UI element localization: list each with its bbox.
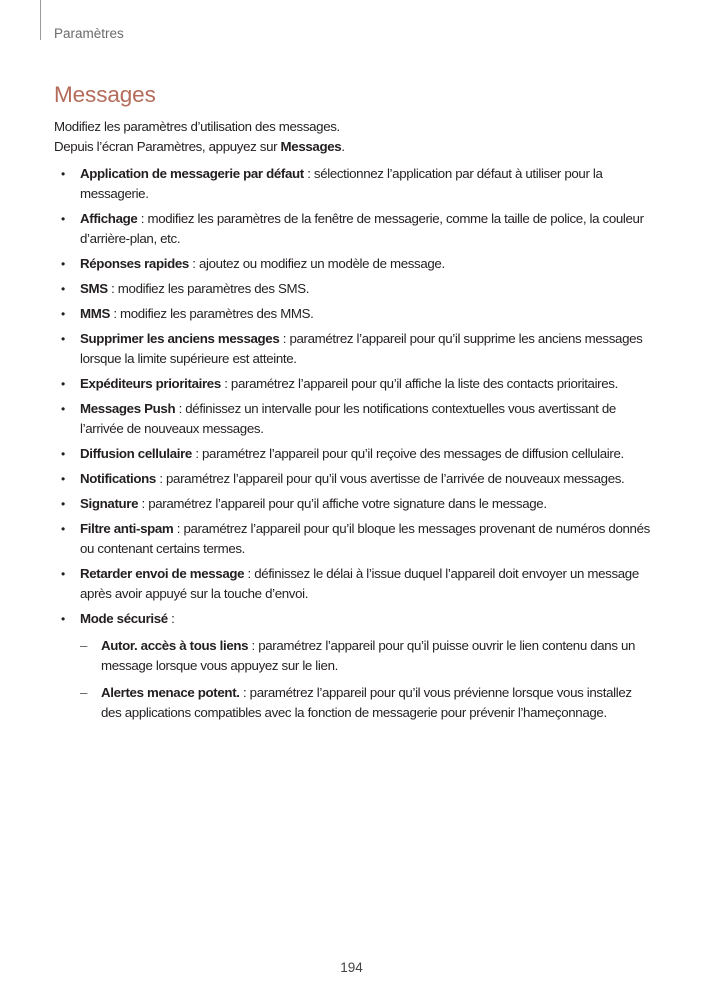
subitem-term: Alertes menace potent. xyxy=(101,685,240,700)
item-term: MMS xyxy=(80,306,110,321)
item-term: Application de messagerie par défaut xyxy=(80,166,304,181)
item-desc: : paramétrez l’appareil pour qu’il vous avertisse de l’arrivée de nouveaux messages. xyxy=(155,471,625,486)
bullet-icon: • xyxy=(61,612,65,626)
list-item xyxy=(54,164,654,204)
intro-line-2-prefix: Depuis l’écran Paramètres, appuyez sur xyxy=(54,139,281,154)
bullet-icon: • xyxy=(61,332,65,346)
item-desc: : paramétrez l’appareil pour qu’il supprime les anciens messages lorsque la limite supérieure est atteinte. xyxy=(80,331,643,366)
intro-line-2 xyxy=(54,137,654,157)
item-term: Retarder envoi de message xyxy=(80,566,245,581)
list-item xyxy=(54,304,654,324)
item-desc: : modifiez les paramètres de la fenêtre de messagerie, comme la taille de police, la couleur d’arrière-plan, etc. xyxy=(80,211,644,246)
bullet-icon: • xyxy=(61,257,65,271)
list-item xyxy=(54,209,654,249)
item-desc: : paramétrez l’appareil pour qu’il affiche la liste des contacts prioritaires. xyxy=(220,376,618,391)
list-item xyxy=(54,329,654,369)
bullet-icon: • xyxy=(61,377,65,391)
dash-icon: – xyxy=(80,638,88,653)
item-term: SMS xyxy=(80,281,108,296)
intro-line-1: Modifiez les paramètres d’utilisation des messages. xyxy=(54,119,340,134)
intro-line-2-suffix: . xyxy=(341,139,345,154)
sublist-item xyxy=(80,636,654,676)
item-term: Affichage xyxy=(80,211,138,226)
bullet-icon: • xyxy=(61,212,65,226)
bullet-icon: • xyxy=(61,522,65,536)
item-desc: : paramétrez l’appareil pour qu’il bloque les messages provenant de numéros donnés ou contenant certains termes. xyxy=(80,521,650,556)
section-header: Paramètres xyxy=(54,26,124,41)
item-desc: : ajoutez ou modifiez un modèle de message. xyxy=(188,256,445,271)
item-desc: : xyxy=(167,611,175,626)
item-term: Mode sécurisé xyxy=(80,611,168,626)
intro-line-2-bold: Messages xyxy=(280,139,342,154)
list-item xyxy=(54,254,654,274)
bullet-icon: • xyxy=(61,167,65,181)
list-item xyxy=(54,279,654,299)
item-term: Diffusion cellulaire xyxy=(80,446,192,461)
bullet-icon: • xyxy=(61,497,65,511)
list-item xyxy=(54,444,654,464)
list-item xyxy=(54,564,654,604)
item-desc: : sélectionnez l’application par défaut à utiliser pour la messagerie. xyxy=(80,166,603,201)
settings-list xyxy=(54,164,654,723)
item-term: Supprimer les anciens messages xyxy=(80,331,280,346)
item-term: Expéditeurs prioritaires xyxy=(80,376,221,391)
item-term: Notifications xyxy=(80,471,156,486)
content xyxy=(54,117,654,730)
list-item xyxy=(54,609,654,723)
header-rule xyxy=(40,0,41,40)
bullet-icon: • xyxy=(61,472,65,486)
item-desc: : définissez un intervalle pour les notifications contextuelles vous avertissant de l’arrivée de nouveaux messages. xyxy=(80,401,616,436)
item-term: Réponses rapides xyxy=(80,256,189,271)
dash-icon: – xyxy=(80,685,88,700)
list-item xyxy=(54,494,654,514)
list-item xyxy=(54,469,654,489)
bullet-icon: • xyxy=(61,567,65,581)
item-desc: : paramétrez l’appareil pour qu’il affiche votre signature dans le message. xyxy=(138,496,547,511)
item-term: Signature xyxy=(80,496,139,511)
subitem-desc: : paramétrez l’appareil pour qu’il puisse ouvrir le lien contenu dans un message lorsque vous appuyez sur le lien. xyxy=(101,638,636,673)
list-item xyxy=(54,399,654,439)
list-item xyxy=(54,374,654,394)
subitem-desc: : paramétrez l’appareil pour qu’il vous prévienne lorsque vous installez des applications compatibles avec la fonction de messagerie pour prévenir l’hameçonnage. xyxy=(101,685,632,720)
page-title: Messages xyxy=(54,82,156,107)
bullet-icon: • xyxy=(61,402,65,416)
list-item xyxy=(54,519,654,559)
secure-mode-sublist xyxy=(80,636,654,723)
item-desc: : modifiez les paramètres des SMS. xyxy=(107,281,310,296)
bullet-icon: • xyxy=(61,447,65,461)
bullet-icon: • xyxy=(61,282,65,296)
item-desc: : modifiez les paramètres des MMS. xyxy=(109,306,314,321)
item-desc: : définissez le délai à l’issue duquel l’appareil doit envoyer un message après avoir appuyé sur la touche d’envoi. xyxy=(80,566,639,601)
page-number: 194 xyxy=(340,960,363,975)
sublist-item xyxy=(80,683,654,723)
bullet-icon: • xyxy=(61,307,65,321)
subitem-term: Autor. accès à tous liens xyxy=(101,638,249,653)
item-desc: : paramétrez l’appareil pour qu’il reçoive des messages de diffusion cellulaire. xyxy=(191,446,624,461)
item-term: Filtre anti-spam xyxy=(80,521,174,536)
item-term: Messages Push xyxy=(80,401,176,416)
